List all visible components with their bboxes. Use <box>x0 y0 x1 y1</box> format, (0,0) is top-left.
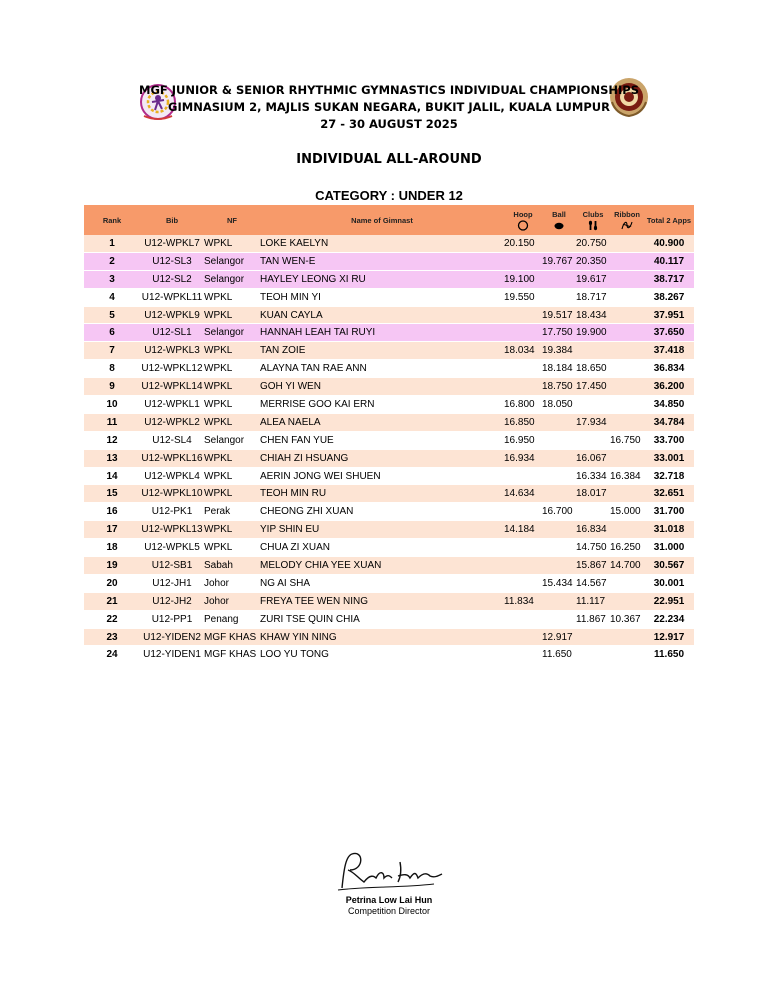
cell-ball: 19.767 <box>542 252 576 270</box>
cell-bib: U12-WPKL9 <box>140 306 204 324</box>
cell-bib: U12-WPKL4 <box>140 467 204 485</box>
cell-name: LOKE KAELYN <box>260 235 504 252</box>
cell-bib: U12-WPKL12 <box>140 360 204 378</box>
cell-hoop <box>504 324 542 342</box>
cell-bib: U12-WPKL1 <box>140 396 204 414</box>
cell-total: 22.951 <box>644 592 694 610</box>
cell-rank: 14 <box>84 467 140 485</box>
cell-hoop <box>504 628 542 646</box>
cell-nf: WPKL <box>204 342 260 360</box>
cell-name: NG AI SHA <box>260 574 504 592</box>
cell-ribbon <box>610 252 644 270</box>
cell-ball <box>542 592 576 610</box>
cell-clubs: 17.934 <box>576 413 610 431</box>
cell-total: 37.951 <box>644 306 694 324</box>
cell-ribbon <box>610 646 644 664</box>
table-row <box>84 413 694 431</box>
cell-rank: 9 <box>84 378 140 396</box>
cell-hoop <box>504 646 542 664</box>
cell-clubs: 18.017 <box>576 485 610 503</box>
cell-total: 32.651 <box>644 485 694 503</box>
cell-bib: U12-JH2 <box>140 592 204 610</box>
cell-total: 38.717 <box>644 270 694 288</box>
cell-bib: U12-SL3 <box>140 252 204 270</box>
cell-rank: 20 <box>84 574 140 592</box>
cell-nf: Selangor <box>204 324 260 342</box>
cell-hoop: 16.934 <box>504 449 542 467</box>
cell-hoop: 16.850 <box>504 413 542 431</box>
cell-ball <box>542 467 576 485</box>
col-ribbon-label: Ribbon <box>614 209 640 219</box>
cell-clubs: 20.350 <box>576 252 610 270</box>
table-row <box>84 324 694 342</box>
table-row <box>84 557 694 575</box>
cell-name: MELODY CHIA YEE XUAN <box>260 557 504 575</box>
cell-clubs <box>576 646 610 664</box>
cell-ribbon <box>610 628 644 646</box>
cell-name: TEOH MIN RU <box>260 485 504 503</box>
cell-total: 12.917 <box>644 628 694 646</box>
cell-rank: 21 <box>84 592 140 610</box>
cell-hoop <box>504 503 542 521</box>
cell-clubs: 19.900 <box>576 324 610 342</box>
col-ball-label: Ball <box>552 209 566 219</box>
cell-ball <box>542 521 576 539</box>
table-row <box>84 449 694 467</box>
col-hoop-label: Hoop <box>513 209 533 219</box>
cell-hoop: 14.184 <box>504 521 542 539</box>
category-label: CATEGORY : UNDER 12 <box>315 188 463 203</box>
cell-ribbon: 15.000 <box>610 503 644 521</box>
cell-name: ALAYNA TAN RAE ANN <box>260 360 504 378</box>
cell-clubs: 18.650 <box>576 360 610 378</box>
venue: GIMNASIUM 2, MAJLIS SUKAN NEGARA, BUKIT JALIL, KUALA LUMPUR <box>168 100 610 114</box>
cell-nf: WPKL <box>204 360 260 378</box>
cell-ball: 18.050 <box>542 396 576 414</box>
cell-nf: WPKL <box>204 306 260 324</box>
cell-ball: 12.917 <box>542 628 576 646</box>
event-dates: 27 - 30 AUGUST 2025 <box>320 117 458 131</box>
cell-rank: 10 <box>84 396 140 414</box>
table-row <box>84 628 694 646</box>
ribbon-icon <box>621 220 633 231</box>
cell-ball: 16.700 <box>542 503 576 521</box>
cell-name: HAYLEY LEONG XI RU <box>260 270 504 288</box>
cell-clubs <box>576 503 610 521</box>
cell-rank: 16 <box>84 503 140 521</box>
cell-nf: WPKL <box>204 378 260 396</box>
cell-rank: 19 <box>84 557 140 575</box>
cell-total: 11.650 <box>644 646 694 664</box>
results-table <box>84 205 694 664</box>
cell-ribbon <box>610 288 644 306</box>
cell-ribbon <box>610 521 644 539</box>
cell-total: 36.834 <box>644 360 694 378</box>
cell-ball: 17.750 <box>542 324 576 342</box>
cell-ribbon <box>610 270 644 288</box>
cell-rank: 1 <box>84 235 140 252</box>
cell-total: 37.650 <box>644 324 694 342</box>
cell-hoop <box>504 360 542 378</box>
cell-bib: U12-WPKL7 <box>140 235 204 252</box>
table-row <box>84 270 694 288</box>
table-row <box>84 235 694 252</box>
cell-clubs: 16.067 <box>576 449 610 467</box>
cell-bib: U12-WPKL13 <box>140 521 204 539</box>
cell-bib: U12-WPKL2 <box>140 413 204 431</box>
table-row <box>84 396 694 414</box>
cell-nf: WPKL <box>204 413 260 431</box>
cell-rank: 24 <box>84 646 140 664</box>
cell-ball: 18.184 <box>542 360 576 378</box>
cell-total: 32.718 <box>644 467 694 485</box>
cell-ball <box>542 449 576 467</box>
cell-name: CHUA ZI XUAN <box>260 539 504 557</box>
table-row <box>84 610 694 628</box>
cell-total: 31.700 <box>644 503 694 521</box>
signatory-name: Petrina Low Lai Hun <box>345 895 433 905</box>
cell-nf: WPKL <box>204 539 260 557</box>
col-hoop <box>504 205 542 235</box>
cell-bib: U12-WPKL14 <box>140 378 204 396</box>
cell-name: CHEN FAN YUE <box>260 431 504 449</box>
cell-hoop: 19.100 <box>504 270 542 288</box>
cell-rank: 2 <box>84 252 140 270</box>
cell-clubs: 19.617 <box>576 270 610 288</box>
cell-nf: Penang <box>204 610 260 628</box>
table-row <box>84 485 694 503</box>
event-header <box>0 82 778 133</box>
cell-hoop: 16.950 <box>504 431 542 449</box>
cell-ball <box>542 485 576 503</box>
cell-name: KUAN CAYLA <box>260 306 504 324</box>
cell-ball <box>542 288 576 306</box>
cell-nf: WPKL <box>204 467 260 485</box>
cell-rank: 5 <box>84 306 140 324</box>
cell-name: AERIN JONG WEI SHUEN <box>260 467 504 485</box>
cell-total: 33.700 <box>644 431 694 449</box>
cell-ball <box>542 431 576 449</box>
cell-hoop: 20.150 <box>504 235 542 252</box>
cell-name: LOO YU TONG <box>260 646 504 664</box>
cell-ribbon: 16.750 <box>610 431 644 449</box>
table-row <box>84 360 694 378</box>
cell-clubs: 14.750 <box>576 539 610 557</box>
table-row <box>84 378 694 396</box>
cell-name: YIP SHIN EU <box>260 521 504 539</box>
cell-name: TAN ZOIE <box>260 342 504 360</box>
col-ball <box>542 205 576 235</box>
cell-name: CHEONG ZHI XUAN <box>260 503 504 521</box>
table-row <box>84 342 694 360</box>
cell-name: CHIAH ZI HSUANG <box>260 449 504 467</box>
cell-rank: 3 <box>84 270 140 288</box>
cell-clubs: 20.750 <box>576 235 610 252</box>
cell-name: TEOH MIN YI <box>260 288 504 306</box>
cell-name: FREYA TEE WEN NING <box>260 592 504 610</box>
cell-ball <box>542 610 576 628</box>
cell-rank: 6 <box>84 324 140 342</box>
cell-ball <box>542 539 576 557</box>
cell-name: ALEA NAELA <box>260 413 504 431</box>
table-row <box>84 503 694 521</box>
cell-bib: U12-YIDEN1 <box>140 646 204 664</box>
cell-total: 30.567 <box>644 557 694 575</box>
cell-hoop <box>504 306 542 324</box>
cell-clubs: 16.834 <box>576 521 610 539</box>
cell-ball: 15.434 <box>542 574 576 592</box>
col-clubs-label: Clubs <box>582 209 604 219</box>
cell-total: 36.200 <box>644 378 694 396</box>
cell-bib: U12-SL1 <box>140 324 204 342</box>
cell-total: 34.784 <box>644 413 694 431</box>
table-header-row <box>84 205 694 235</box>
cell-rank: 8 <box>84 360 140 378</box>
cell-clubs <box>576 628 610 646</box>
cell-clubs: 18.717 <box>576 288 610 306</box>
cell-hoop <box>504 557 542 575</box>
cell-hoop: 14.634 <box>504 485 542 503</box>
cell-nf: Perak <box>204 503 260 521</box>
cell-ball: 11.650 <box>542 646 576 664</box>
cell-hoop <box>504 610 542 628</box>
table-row <box>84 574 694 592</box>
cell-bib: U12-WPKL5 <box>140 539 204 557</box>
cell-ribbon: 10.367 <box>610 610 644 628</box>
cell-bib: U12-JH1 <box>140 574 204 592</box>
col-clubs <box>576 205 610 235</box>
cell-ball <box>542 270 576 288</box>
cell-ribbon: 16.384 <box>610 467 644 485</box>
hoop-icon <box>517 220 529 231</box>
cell-hoop <box>504 467 542 485</box>
table-row <box>84 646 694 664</box>
cell-total: 22.234 <box>644 610 694 628</box>
cell-nf: MGF KHAS <box>204 628 260 646</box>
col-name: Name of Gimnast <box>260 205 504 235</box>
cell-nf: Selangor <box>204 252 260 270</box>
cell-clubs <box>576 342 610 360</box>
cell-ribbon <box>610 574 644 592</box>
table-row <box>84 306 694 324</box>
col-bib: Bib <box>140 205 204 235</box>
cell-name: ZURI TSE QUIN CHIA <box>260 610 504 628</box>
cell-ribbon <box>610 449 644 467</box>
cell-total: 33.001 <box>644 449 694 467</box>
cell-nf: Sabah <box>204 557 260 575</box>
ball-icon <box>553 220 565 231</box>
cell-bib: U12-SB1 <box>140 557 204 575</box>
cell-bib: U12-SL4 <box>140 431 204 449</box>
cell-name: KHAW YIN NING <box>260 628 504 646</box>
cell-ribbon <box>610 360 644 378</box>
cell-nf: Johor <box>204 592 260 610</box>
table-row <box>84 467 694 485</box>
cell-total: 40.117 <box>644 252 694 270</box>
cell-bib: U12-WPKL16 <box>140 449 204 467</box>
cell-ribbon <box>610 306 644 324</box>
cell-ball <box>542 235 576 252</box>
cell-rank: 4 <box>84 288 140 306</box>
event-title: INDIVIDUAL ALL-AROUND <box>296 152 482 167</box>
signatory-role: Competition Director <box>347 906 431 916</box>
cell-total: 40.900 <box>644 235 694 252</box>
col-rank: Rank <box>84 205 140 235</box>
cell-clubs: 15.867 <box>576 557 610 575</box>
clubs-icon <box>587 220 599 231</box>
cell-rank: 11 <box>84 413 140 431</box>
cell-rank: 23 <box>84 628 140 646</box>
cell-name: TAN WEN-E <box>260 252 504 270</box>
cell-ball: 19.384 <box>542 342 576 360</box>
cell-nf: Selangor <box>204 270 260 288</box>
results-body <box>84 235 694 664</box>
cell-clubs: 11.117 <box>576 592 610 610</box>
cell-ball <box>542 557 576 575</box>
cell-bib: U12-SL2 <box>140 270 204 288</box>
cell-rank: 18 <box>84 539 140 557</box>
cell-total: 34.850 <box>644 396 694 414</box>
cell-ribbon <box>610 485 644 503</box>
cell-total: 31.018 <box>644 521 694 539</box>
cell-nf: WPKL <box>204 235 260 252</box>
cell-clubs: 14.567 <box>576 574 610 592</box>
cell-ribbon: 16.250 <box>610 539 644 557</box>
cell-ball <box>542 413 576 431</box>
cell-bib: U12-PK1 <box>140 503 204 521</box>
cell-bib: U12-WPKL11 <box>140 288 204 306</box>
cell-ribbon <box>610 235 644 252</box>
cell-clubs <box>576 396 610 414</box>
cell-nf: WPKL <box>204 449 260 467</box>
cell-rank: 17 <box>84 521 140 539</box>
cell-clubs <box>576 431 610 449</box>
table-row <box>84 539 694 557</box>
championship-title: MGF JUNIOR & SENIOR RHYTHMIC GYMNASTICS INDIVIDUAL CHAMPIONSHIPS <box>139 83 639 97</box>
signature-image <box>330 848 450 896</box>
cell-rank: 22 <box>84 610 140 628</box>
cell-ribbon <box>610 396 644 414</box>
cell-bib: U12-WPKL10 <box>140 485 204 503</box>
cell-nf: WPKL <box>204 288 260 306</box>
cell-nf: WPKL <box>204 485 260 503</box>
cell-clubs: 18.434 <box>576 306 610 324</box>
cell-clubs: 16.334 <box>576 467 610 485</box>
cell-hoop <box>504 574 542 592</box>
table-row <box>84 592 694 610</box>
cell-ribbon <box>610 324 644 342</box>
cell-ribbon <box>610 378 644 396</box>
cell-ribbon <box>610 342 644 360</box>
cell-total: 37.418 <box>644 342 694 360</box>
cell-name: GOH YI WEN <box>260 378 504 396</box>
cell-bib: U12-WPKL3 <box>140 342 204 360</box>
cell-nf: WPKL <box>204 521 260 539</box>
cell-nf: Johor <box>204 574 260 592</box>
cell-nf: WPKL <box>204 396 260 414</box>
col-total: Total 2 Apps <box>644 205 694 235</box>
cell-hoop: 18.034 <box>504 342 542 360</box>
cell-ribbon <box>610 592 644 610</box>
cell-hoop <box>504 539 542 557</box>
cell-nf: Selangor <box>204 431 260 449</box>
cell-clubs: 11.867 <box>576 610 610 628</box>
cell-hoop <box>504 378 542 396</box>
cell-ribbon: 14.700 <box>610 557 644 575</box>
table-row <box>84 521 694 539</box>
table-row <box>84 431 694 449</box>
cell-ball: 19.517 <box>542 306 576 324</box>
cell-ball: 18.750 <box>542 378 576 396</box>
cell-bib: U12-YIDEN2 <box>140 628 204 646</box>
cell-nf: MGF KHAS <box>204 646 260 664</box>
cell-clubs: 17.450 <box>576 378 610 396</box>
cell-rank: 12 <box>84 431 140 449</box>
cell-total: 30.001 <box>644 574 694 592</box>
col-ribbon <box>610 205 644 235</box>
cell-total: 31.000 <box>644 539 694 557</box>
table-row <box>84 252 694 270</box>
cell-total: 38.267 <box>644 288 694 306</box>
cell-rank: 7 <box>84 342 140 360</box>
cell-bib: U12-PP1 <box>140 610 204 628</box>
cell-name: HANNAH LEAH TAI RUYI <box>260 324 504 342</box>
cell-hoop: 11.834 <box>504 592 542 610</box>
cell-ribbon <box>610 413 644 431</box>
cell-hoop: 16.800 <box>504 396 542 414</box>
cell-rank: 13 <box>84 449 140 467</box>
cell-hoop: 19.550 <box>504 288 542 306</box>
cell-rank: 15 <box>84 485 140 503</box>
col-nf: NF <box>204 205 260 235</box>
table-row <box>84 288 694 306</box>
cell-hoop <box>504 252 542 270</box>
cell-name: MERRISE GOO KAI ERN <box>260 396 504 414</box>
